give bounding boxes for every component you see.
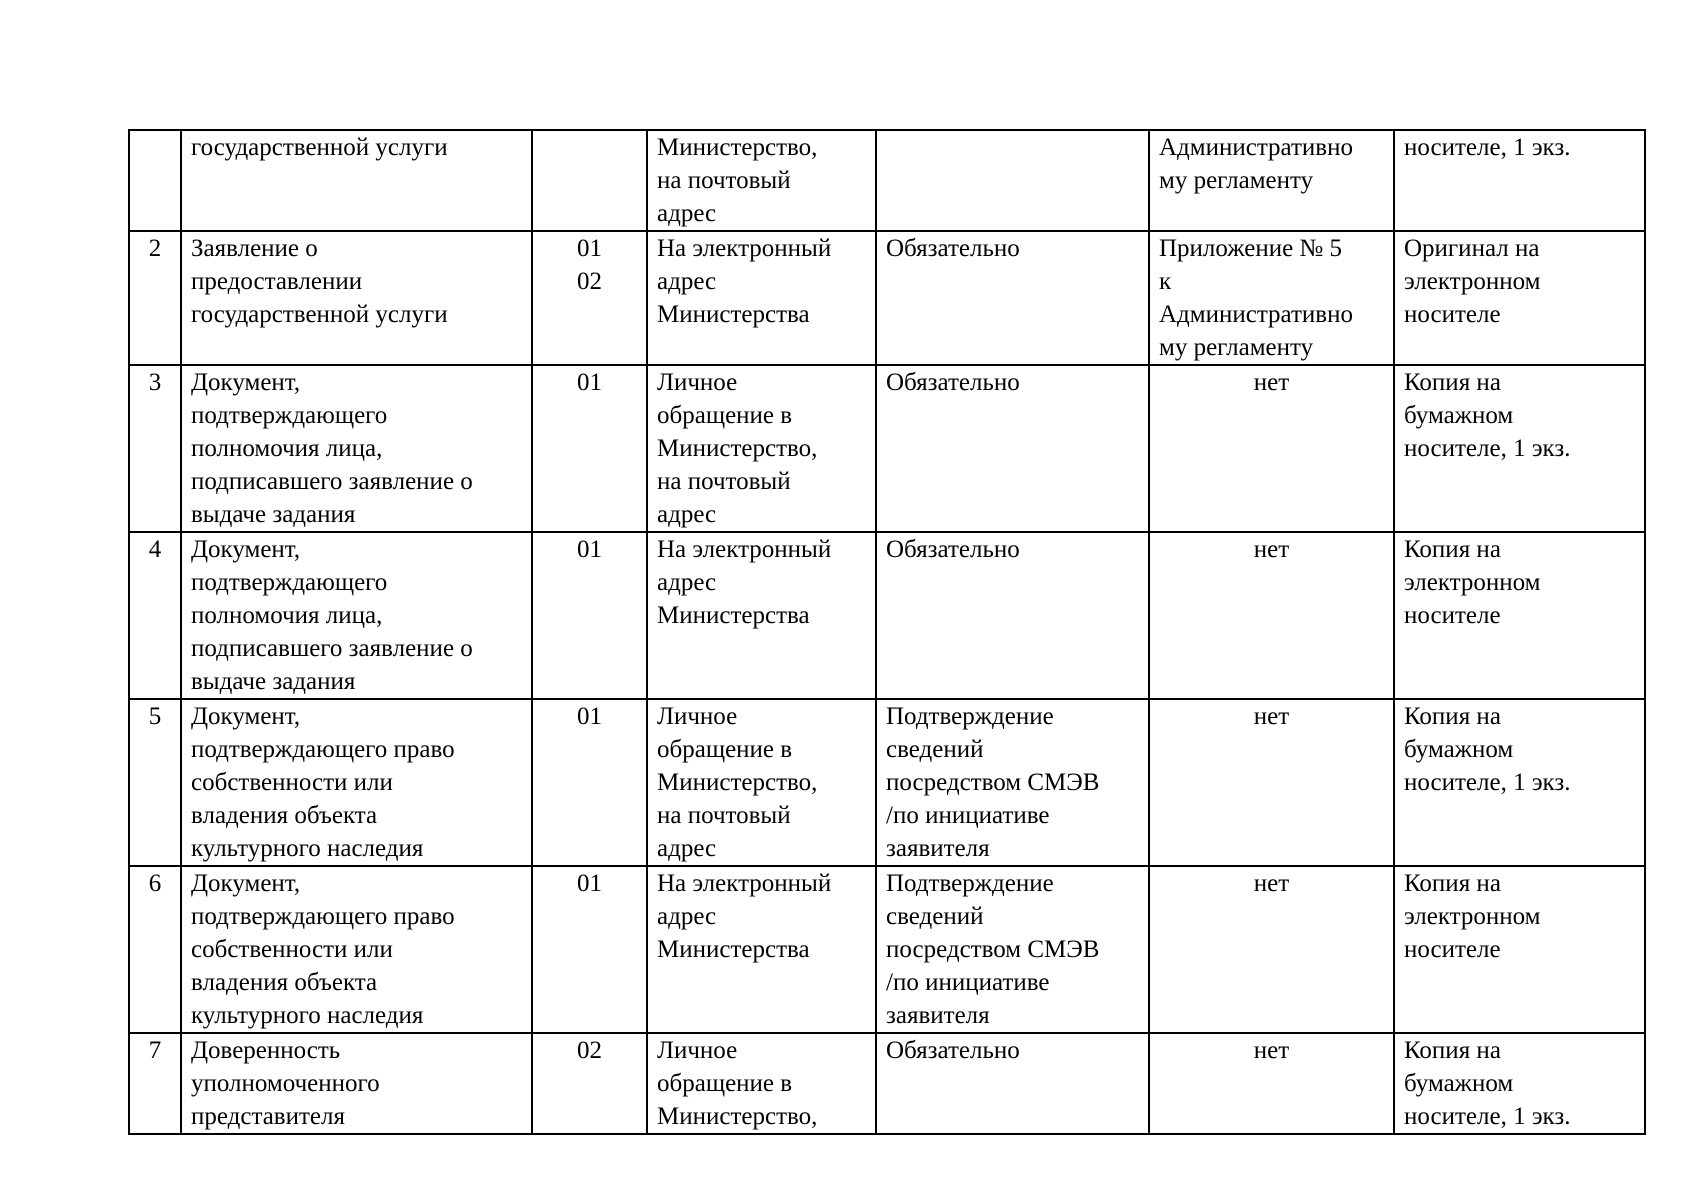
form-cell	[1149, 699, 1394, 866]
submission-method-cell	[647, 231, 876, 365]
cell-line: бумажном	[1404, 736, 1514, 763]
submission-method-cell	[647, 365, 876, 532]
table-row	[129, 699, 1645, 866]
cell-line: Документ,	[191, 703, 301, 730]
table-row	[129, 1033, 1645, 1134]
document-type-cell	[1394, 231, 1645, 365]
cell-line: к	[1159, 268, 1172, 295]
requirement-cell	[876, 866, 1149, 1033]
cell-line: на почтовый	[657, 167, 791, 194]
cell-line: владения объекта	[191, 969, 378, 996]
row-number: 5	[129, 699, 181, 866]
cell-line: заявителя	[886, 835, 990, 862]
cell-line: полномочия лица,	[191, 435, 383, 462]
requirement-cell	[876, 365, 1149, 532]
cell-line: На электронный	[657, 536, 832, 563]
table-row	[129, 532, 1645, 699]
cell-line: носителе, 1 экз.	[1404, 769, 1571, 796]
cell-line: нет	[1253, 703, 1290, 730]
cell-line: обращение в	[657, 736, 793, 763]
cell-line: На электронный	[657, 235, 832, 262]
cell-line: Обязательно	[886, 369, 1020, 396]
cell-line: представителя	[191, 1103, 345, 1130]
document-type-cell	[1394, 130, 1645, 231]
cell-line: /по инициативе	[886, 802, 1050, 829]
cell-line: Административно	[1159, 134, 1353, 161]
cell-line: предоставлении	[191, 268, 363, 295]
cell-line: адрес	[657, 200, 717, 227]
document-type-cell	[1394, 365, 1645, 532]
cell-line: Министерства	[657, 936, 810, 963]
cell-line: носителе	[1404, 602, 1501, 629]
requirement-cell	[876, 1033, 1149, 1134]
cell-line: адрес	[657, 903, 717, 930]
cell-line: собственности или	[191, 936, 393, 963]
cell-line: носителе, 1 экз.	[1404, 1103, 1571, 1130]
cell-line: подписавшего заявление о	[191, 635, 473, 662]
cell-line: 01	[577, 703, 602, 730]
row-number	[129, 130, 181, 231]
cell-line: Министерства	[657, 301, 810, 328]
cell-line: носителе	[1404, 301, 1501, 328]
cell-line: на почтовый	[657, 468, 791, 495]
cell-line: обращение в	[657, 1070, 793, 1097]
cell-line: Обязательно	[886, 536, 1020, 563]
cell-line: Копия на	[1404, 1037, 1501, 1064]
cell-line: посредством СМЭВ	[886, 936, 1100, 963]
cell-line: носителе, 1 экз.	[1404, 435, 1571, 462]
cell-line: выдаче задания	[191, 501, 356, 528]
cell-line: Обязательно	[886, 235, 1020, 262]
cell-line: адрес	[657, 569, 717, 596]
cell-line: Копия на	[1404, 369, 1501, 396]
cell-line: посредством СМЭВ	[886, 769, 1100, 796]
document-name-cell	[181, 365, 532, 532]
cell-line: 02	[577, 1037, 602, 1064]
cell-line: заявителя	[886, 1002, 990, 1029]
document-name-cell	[181, 699, 532, 866]
cell-line: владения объекта	[191, 802, 378, 829]
row-number: 7	[129, 1033, 181, 1134]
code-cell	[532, 231, 647, 365]
code-cell	[532, 699, 647, 866]
submission-method-cell	[647, 866, 876, 1033]
cell-line: 01	[577, 235, 602, 262]
cell-line: Документ,	[191, 536, 301, 563]
document-name-cell	[181, 532, 532, 699]
cell-line: полномочия лица,	[191, 602, 383, 629]
row-number: 3	[129, 365, 181, 532]
cell-line: Личное	[657, 369, 738, 396]
document-name-cell	[181, 1033, 532, 1134]
cell-line: Подтверждение	[886, 870, 1054, 897]
cell-line: /по инициативе	[886, 969, 1050, 996]
cell-line: Документ,	[191, 870, 301, 897]
requirement-cell	[876, 231, 1149, 365]
cell-line: носителе	[1404, 936, 1501, 963]
code-cell	[532, 866, 647, 1033]
cell-line: 01	[577, 369, 602, 396]
cell-line: 02	[577, 268, 602, 295]
cell-line: бумажном	[1404, 402, 1514, 429]
document-name-cell	[181, 231, 532, 365]
code-cell	[532, 1033, 647, 1134]
table-row	[129, 130, 1645, 231]
document-name-cell	[181, 130, 532, 231]
cell-line: нет	[1253, 870, 1290, 897]
cell-line: нет	[1253, 1037, 1290, 1064]
cell-line: Документ,	[191, 369, 301, 396]
cell-line: электронном	[1404, 569, 1541, 596]
cell-line: 01	[577, 536, 602, 563]
cell-line: Личное	[657, 703, 738, 730]
cell-line: Административно	[1159, 301, 1353, 328]
requirement-cell	[876, 699, 1149, 866]
cell-line: культурного наследия	[191, 835, 424, 862]
row-number: 2	[129, 231, 181, 365]
requirement-cell	[876, 130, 1149, 231]
form-cell	[1149, 130, 1394, 231]
cell-line: бумажном	[1404, 1070, 1514, 1097]
cell-line: на почтовый	[657, 802, 791, 829]
table-row	[129, 866, 1645, 1033]
document-type-cell	[1394, 532, 1645, 699]
cell-line: Копия на	[1404, 536, 1501, 563]
form-cell	[1149, 532, 1394, 699]
form-cell	[1149, 365, 1394, 532]
cell-line: Приложение № 5	[1159, 235, 1343, 262]
document-name-cell	[181, 866, 532, 1033]
table-body	[129, 130, 1645, 1134]
cell-line: нет	[1253, 369, 1290, 396]
row-number: 4	[129, 532, 181, 699]
row-number: 6	[129, 866, 181, 1033]
cell-line: государственной услуги	[191, 301, 448, 328]
form-cell	[1149, 1033, 1394, 1134]
cell-line: адрес	[657, 835, 717, 862]
cell-line: Министерство,	[657, 435, 818, 462]
cell-line: адрес	[657, 268, 717, 295]
table-row	[129, 231, 1645, 365]
cell-line: Обязательно	[886, 1037, 1020, 1064]
cell-line: обращение в	[657, 402, 793, 429]
form-cell	[1149, 866, 1394, 1033]
cell-line: Копия на	[1404, 703, 1501, 730]
code-cell	[532, 532, 647, 699]
requirement-cell	[876, 532, 1149, 699]
cell-line: Личное	[657, 1037, 738, 1064]
cell-line: сведений	[886, 736, 984, 763]
cell-line: Министерство,	[657, 769, 818, 796]
document-type-cell	[1394, 866, 1645, 1033]
code-cell	[532, 130, 647, 231]
cell-line: нет	[1253, 536, 1290, 563]
cell-line: собственности или	[191, 769, 393, 796]
submission-method-cell	[647, 130, 876, 231]
cell-line: культурного наследия	[191, 1002, 424, 1029]
cell-line: Министерство,	[657, 134, 818, 161]
cell-line: Заявление о	[191, 235, 318, 262]
cell-line: электронном	[1404, 903, 1541, 930]
submission-method-cell	[647, 532, 876, 699]
cell-line: подписавшего заявление о	[191, 468, 473, 495]
cell-line: адрес	[657, 501, 717, 528]
cell-line: Доверенность	[191, 1037, 341, 1064]
submission-method-cell	[647, 1033, 876, 1134]
cell-line: подтверждающего право	[191, 903, 455, 930]
document-type-cell	[1394, 1033, 1645, 1134]
cell-line: подтверждающего право	[191, 736, 455, 763]
cell-line: му регламенту	[1159, 167, 1314, 194]
cell-line: носителе, 1 экз.	[1404, 134, 1571, 161]
cell-line: 01	[577, 870, 602, 897]
code-cell	[532, 365, 647, 532]
cell-line: электронном	[1404, 268, 1541, 295]
cell-line: Оригинал на	[1404, 235, 1540, 262]
cell-line: Министерство,	[657, 1103, 818, 1130]
cell-line: подтверждающего	[191, 569, 388, 596]
cell-line: выдаче задания	[191, 668, 356, 695]
cell-line: сведений	[886, 903, 984, 930]
cell-line: На электронный	[657, 870, 832, 897]
cell-line: Копия на	[1404, 870, 1501, 897]
form-cell	[1149, 231, 1394, 365]
cell-line: Подтверждение	[886, 703, 1054, 730]
submission-method-cell	[647, 699, 876, 866]
cell-line: Министерства	[657, 602, 810, 629]
table-row	[129, 365, 1645, 532]
document-type-cell	[1394, 699, 1645, 866]
cell-line: му регламенту	[1159, 334, 1314, 361]
cell-line: уполномоченного	[191, 1070, 380, 1097]
cell-line: подтверждающего	[191, 402, 388, 429]
documents-table	[128, 129, 1646, 1135]
cell-line: государственной услуги	[191, 134, 448, 161]
